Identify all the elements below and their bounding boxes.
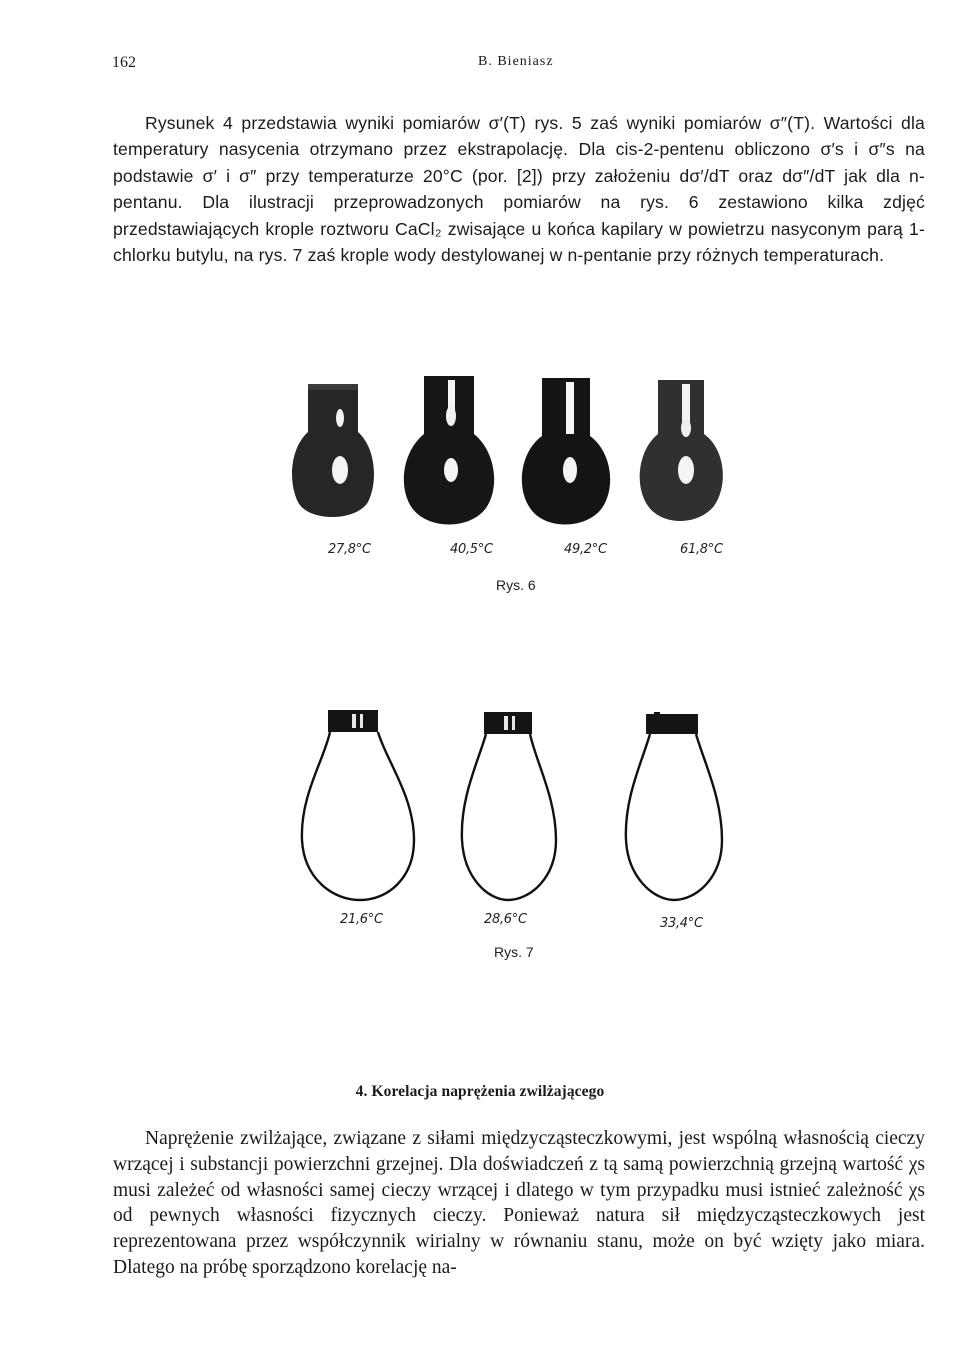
drop-outline-1 <box>302 710 414 900</box>
paragraph-top <box>113 110 925 268</box>
drop-photo-3 <box>522 378 610 525</box>
drop-photo-1 <box>292 384 374 517</box>
page-number: 162 <box>112 54 136 71</box>
drop-outline-2 <box>462 712 556 900</box>
figure-7-caption: Rys. 7 <box>494 944 534 960</box>
temperature-label-6-3: 49,2°C <box>564 542 607 557</box>
paragraph-bottom <box>113 1126 925 1281</box>
temperature-label-7-3: 33,4°C <box>660 916 703 931</box>
temperature-label-6-4: 61,8°C <box>680 542 723 557</box>
section-heading: 4. Korelacja naprężenia zwilżającego <box>355 1083 605 1100</box>
drop-outline-3 <box>626 712 722 900</box>
figure-6 <box>290 370 730 600</box>
drop-photo-2 <box>404 376 494 525</box>
paragraph-bottom-text: Naprężenie zwilżające, związane z siłami międzycząsteczkowymi, jest wspólną własnością cieczy wrzącej i substancji powierzchni grzejnej. Dla doświadczeń z tą samą powierzchnią grzejną wartość χs musi zależeć od własności samej cieczy wrzącej i dlatego w tym przypadku musi istnieć zależność χs od pewnych własności fizycznych cieczy. Ponieważ natura sił międzycząsteczkowych jest reprezentowana przez współczynnik wirialny w równaniu stanu, może on być wzięty jako miara. Dlatego na próbę sporządzono korelację na- <box>113 1128 925 1278</box>
drop-photo-4 <box>640 380 723 521</box>
temperature-label-7-2: 28,6°C <box>484 912 527 927</box>
figure-6-caption: Rys. 6 <box>496 577 536 593</box>
page-header <box>112 54 922 76</box>
temperature-label-7-1: 21,6°C <box>340 912 383 927</box>
paragraph-top-text: Rysunek 4 przedstawia wyniki pomiarów σ′(T) rys. 5 zaś wyniki pomiarów σ″(T). Wartości dla temperatury nasycenia otrzymano przez ekstrapolację. Dla cis-2-pentenu obliczono σ′s i σ″s na podstawie σ′ i σ″ przy temperaturze 20°C (por. [2]) przy założeniu dσ′/dT oraz dσ″/dT jak dla n-pentanu. Dla ilustracji przeprowadzonych pomiarów na rys. 6 zestawiono kilka zdjęć przedstawiających krople roztworu CaCl₂ zwisające u końca kapilary w powietrzu nasyconym parą 1-chlorku butylu, na rys. 7 zaś krople wody destylowanej w n-pentanie przy różnych temperaturach. <box>113 113 925 266</box>
figure-7 <box>290 700 730 970</box>
temperature-label-6-1: 27,8°C <box>328 542 371 557</box>
running-head: B. Bieniasz <box>478 54 554 69</box>
figure-6-photos <box>290 370 730 600</box>
temperature-label-6-2: 40,5°C <box>450 542 493 557</box>
